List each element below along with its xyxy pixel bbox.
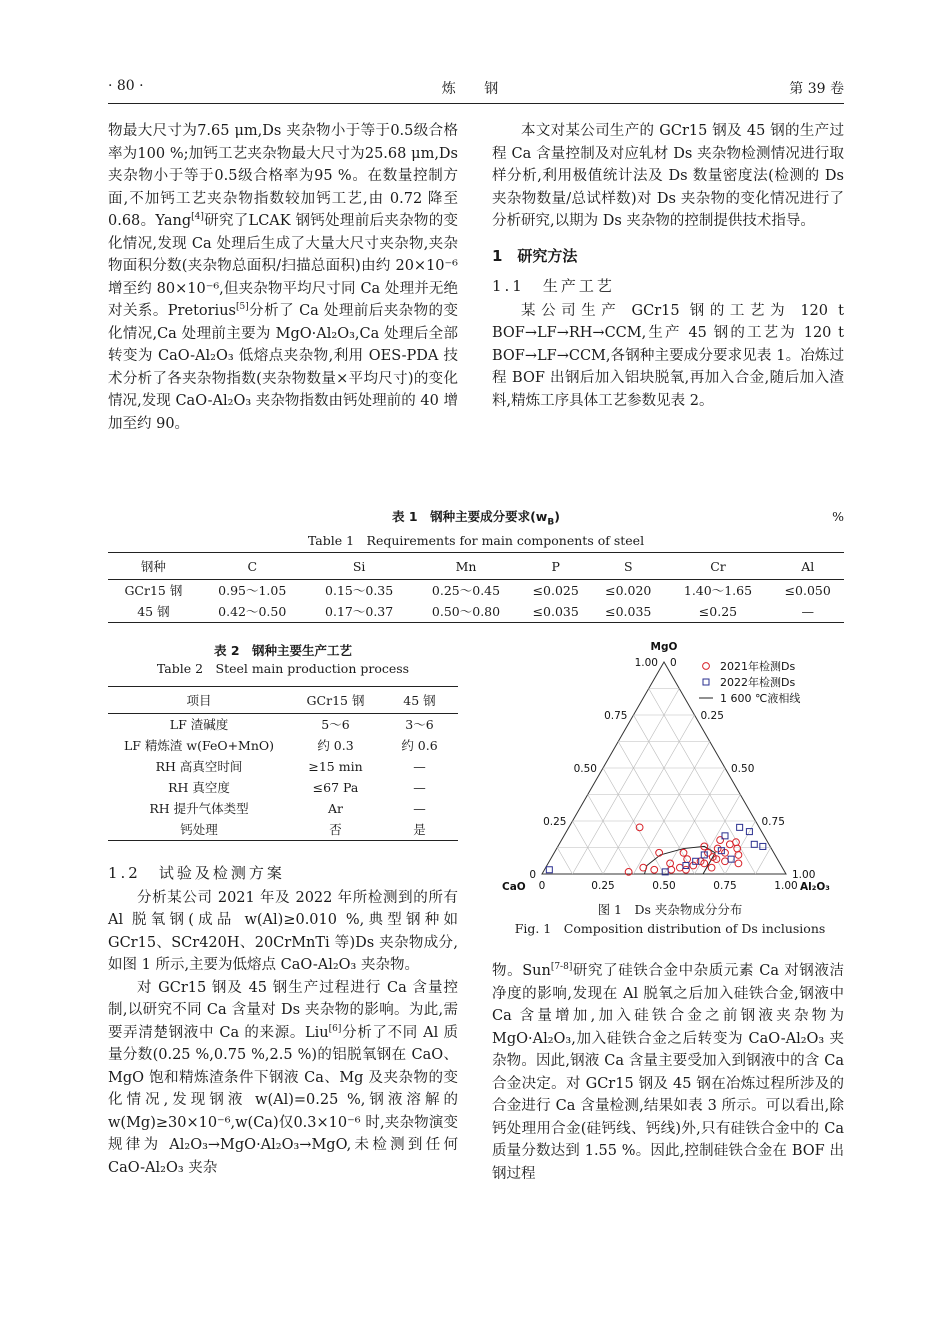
point-2021 [676, 864, 683, 871]
table-row [108, 601, 844, 623]
text-run: ) [554, 509, 560, 524]
point-2021 [722, 849, 729, 856]
tick-label-right: 0 [670, 657, 677, 669]
text-run: 对 GCr15 钢及 45 钢生产过程进行 Ca 含量控制,以研究不同 Ca 含量对 Ds 夹杂物的影响。为此,需要弄清楚钢液中 Ca 的来源。Liu [108, 979, 458, 1041]
table-cell: 0.17～0.37 [306, 601, 413, 623]
tick-label-right: 1.00 [792, 869, 816, 881]
table1 [108, 552, 844, 623]
column-header: P [519, 553, 592, 580]
point-2021 [690, 862, 697, 869]
tick-label-left: 0.50 [573, 763, 597, 775]
column-header: C [199, 553, 306, 580]
tick-label-left: 0 [529, 869, 536, 881]
journal-title: 炼 钢 [441, 81, 511, 97]
table2-caption [108, 642, 458, 678]
table-cell: LF 精炼渣 w(FeO+MnO) [123, 738, 275, 753]
legend-marker-2022 [703, 679, 709, 685]
tick-label-right: 0.75 [761, 816, 785, 828]
left-column-top [108, 120, 458, 435]
paragraph: 分析某公司 2021 年及 2022 年所检测到的所有 Al 脱氧钢(成品 w(Al)≥0.010 %,典型钢种如 GCr15、SCr420H、20CrMnTi 等)Ds 夹杂物成分,如图 1 所示,主要为低熔点 CaO-Al₂O₃ 夹杂物。 [108, 889, 458, 973]
figure1-ternary-chart [490, 636, 850, 900]
citation[interactable]: [6] [328, 1023, 342, 1034]
subsection-heading: 1.2 试验及检测方案 [108, 864, 285, 882]
table-cell: 是 [381, 819, 458, 841]
table-header-row [108, 687, 458, 714]
paragraph: 某公司生产 GCr15 钢的工艺为 120 t BOF→LF→RH→CCM,生产 45 钢的工艺为 120 t BOF→LF→CCM,各钢种主要成分要求见表 1。冶炼过程 BOF 出钢后加入铝块脱氧,再加入合金,随后加入渣料,精炼工序具体工艺参数见表 2。 [492, 302, 844, 409]
citation[interactable]: [4] [191, 212, 204, 223]
table-cell: ≤0.035 [519, 601, 592, 623]
section-heading: 1 研究方法 [492, 246, 578, 265]
table-row [108, 798, 458, 819]
apex-label-mgo: MgO [650, 641, 678, 653]
paragraph [108, 977, 458, 1180]
legend-label: 2021年检测Ds [720, 660, 796, 673]
legend-label: 1 600 ℃液相线 [720, 692, 801, 705]
gridline [588, 795, 634, 875]
table-cell: GCr15 钢 [124, 583, 183, 598]
table-row [108, 714, 458, 736]
legend-label: 2022年检测Ds [720, 676, 796, 689]
gridline [634, 742, 710, 875]
tick-label-right: 0.25 [700, 710, 724, 722]
text-run: 物最大尺寸为7.65 μm,Ds 夹杂物小于等于0.5级合格率为100 %;加钙工艺夹杂物最大尺寸为25.68 μm,Ds 夹杂物小于等于0.5级合格率为95 %。在数量控制方面,不加钙工艺夹杂物指数较加钙工艺,由 0.72 降至 0.68。Yang [108, 123, 458, 229]
table-cell: 0.25～0.45 [431, 583, 501, 598]
table-cell: 0.15～0.35 [325, 583, 394, 598]
tick-label-bottom: 0.75 [713, 880, 737, 892]
paragraph [108, 120, 458, 435]
table-cell: RH 真空度 [168, 780, 230, 795]
point-2021 [708, 864, 715, 871]
figure1-caption [490, 900, 850, 938]
table-cell: ≤0.020 [605, 583, 652, 598]
point-2022 [546, 867, 552, 873]
right-column-bottom [492, 960, 844, 1185]
text-run: 表 1 钢种主要成分要求(w [392, 509, 548, 524]
paragraph [492, 960, 844, 1185]
apex-label-cao: CaO [502, 881, 526, 893]
table-row [108, 756, 458, 777]
table-cell: 45 钢 [108, 601, 199, 623]
legend-marker-2021 [703, 663, 710, 670]
point-2021 [656, 849, 663, 856]
point-2021 [651, 866, 658, 873]
table1-title-en: Table 1 Requirements for main components of steel [307, 532, 645, 548]
table-cell: ≤0.050 [784, 583, 831, 598]
table-cell: ≤0.25 [665, 601, 772, 623]
apex-label-al2o3: Al₂O₃ [800, 881, 830, 893]
text-run: 研究了硅铁合金中杂质元素 Ca 对钢液洁净度的影响,发现在 Al 脱氧之后加入硅铁合金,钢液中 Ca 含量增加,加入硅铁合金之前钢液夹杂物为 MgO·Al₂O₃,加入硅铁合金之后转变为 CaO-Al₂O₃ 夹杂物。因此,钢液 Ca 含量主要受加入到钢液中的含 Ca 合金决定。对 GCr15 钢及 45 钢在冶炼过程所涉及的合金进行 Ca 含量检测,结果如表 3 所示。可以看出,除钙处理用合金(硅钙线、钙线)外,只有硅铁合金中的 Ca 质量分数达到 1.55 %。因此,控制硅铁合金在 BOF 出钢过程 [492, 963, 844, 1182]
citation[interactable]: [7-8] [550, 962, 573, 973]
table-cell: LF 渣碱度 [169, 717, 229, 732]
column-header: S [592, 553, 665, 580]
volume-label: 第 39 卷 [789, 81, 844, 97]
column-header: Si [306, 553, 413, 580]
table-row [108, 580, 844, 602]
left-column-bottom [108, 858, 458, 1179]
data-points [546, 824, 766, 875]
table-cell: 钙处理 [108, 819, 290, 841]
right-column-top [492, 120, 844, 412]
tick-label-right: 0.50 [731, 763, 755, 775]
figure1-caption-en: Fig. 1 Composition distribution of Ds inclusions [514, 921, 826, 936]
text-run: 物。Sun [492, 963, 551, 979]
table-cell: 0.95～1.05 [218, 583, 287, 598]
tick-label-bottom: 0 [538, 880, 546, 892]
point-2021 [714, 845, 721, 852]
text-run: 研究了LCAK 钢钙处理前后夹杂物的变化情况,发现 Ca 处理后生成了大量大尺寸夹杂物,夹杂物面积分数(夹杂物总面积/扫描总面积)由约 20×10⁻⁶ 增至约 80×10⁻⁶,但夹杂物平均尺寸同 Ca 处理并无绝对关系。Pretorius [108, 213, 459, 319]
tick-label-left: 0.25 [543, 816, 567, 828]
table-cell: 约 0.3 [317, 738, 354, 753]
table-cell: 1.40～1.65 [683, 583, 753, 598]
header-rule [108, 103, 844, 104]
column-header: GCr15 钢 [290, 687, 381, 714]
tick-label-left: 0.75 [604, 710, 628, 722]
table2-title-en: Table 2 Steel main production process [156, 661, 410, 676]
point-2022 [760, 843, 766, 849]
table-cell: 0.42～0.50 [199, 601, 306, 623]
column-header: Al [771, 553, 844, 580]
table-cell: 否 [290, 819, 381, 841]
column-header: 钢种 [108, 553, 199, 580]
table-cell: ≤67 Pa [312, 780, 359, 795]
table-row [108, 735, 458, 756]
point-2021 [668, 866, 675, 873]
chart-legend [699, 659, 800, 705]
point-2022 [751, 841, 757, 847]
point-2021 [735, 860, 742, 867]
column-header: 项目 [108, 687, 290, 714]
gridline [557, 848, 572, 875]
page-number: · 80 · [108, 78, 144, 94]
tick-label-bottom: 0.50 [652, 880, 676, 892]
table-cell: — [771, 601, 844, 623]
table-cell: 约 0.6 [401, 738, 438, 753]
subsection-heading: 1.1 生产工艺 [492, 277, 615, 295]
table-cell: Ar [327, 801, 343, 816]
table2-title-zh: 表 2 钢种主要生产工艺 [213, 643, 353, 658]
table-cell: 3～6 [405, 717, 434, 732]
citation[interactable]: [5] [235, 302, 249, 313]
table-cell: RH 提升气体类型 [149, 801, 249, 816]
point-2021 [722, 858, 729, 865]
subscript: B [547, 517, 555, 528]
figure1-caption-zh: 图 1 Ds 夹杂物成分分布 [597, 902, 743, 917]
table-row [108, 777, 458, 798]
table-cell: ≤0.035 [592, 601, 665, 623]
table-row [108, 819, 458, 841]
point-2022 [737, 824, 743, 830]
table-cell: ≥15 min [308, 759, 363, 774]
table-cell: — [413, 801, 426, 816]
gridline [756, 848, 771, 875]
table-cell: RH 高真空时间 [155, 759, 243, 774]
column-header: Mn [413, 553, 520, 580]
table1-caption [108, 508, 844, 550]
page-header [108, 78, 844, 100]
paragraph: 本文对某公司生产的 GCr15 钢及 45 钢的生产过程 Ca 含量控制及对应轧材 Ds 夹杂物检测情况进行取样分析,利用极值统计法及 Ds 数量密度法(检测的 Ds 夹杂物数量/总试样数)对 Ds 夹杂物的变化情况进行了分析研究,以期为 Ds 夹杂物的控制提供技术指导。 [492, 123, 844, 229]
table-header-row [108, 553, 844, 580]
table-cell: 0.50～0.80 [413, 601, 520, 623]
table1-unit: % [832, 509, 844, 524]
tick-label-bottom: 0.25 [591, 880, 615, 892]
point-2021 [640, 864, 647, 871]
table-cell: 5～6 [321, 717, 350, 732]
column-header: Cr [665, 553, 772, 580]
column-header: 45 钢 [381, 687, 458, 714]
table-cell: ≤0.025 [532, 583, 579, 598]
tick-label-bottom: 1.00 [774, 880, 798, 892]
table1-title-zh [108, 508, 844, 532]
text-run: 分析了 Ca 处理前后夹杂物的变化情况,Ca 处理前主要为 MgO·Al₂O₃,Ca 处理后全部转变为 CaO-Al₂O₃ 低熔点夹杂物,利用 OES-PDA 技术分析了各夹杂物指数(夹杂物数量×平均尺寸)的变化情况,发现 CaO-Al₂O₃ 夹杂物指数由钙处理前的 40 增加至约 90。 [108, 303, 458, 432]
table2 [108, 686, 458, 841]
text-run: 分析了不同 Al 质量分数(0.25 %,0.75 %,2.5 %)的铝脱氧钢在 CaO、MgO 饱和精炼渣条件下钢液 Ca、Mg 及夹杂物的变化情况,发现钢液 w(Al)=0.25 %,钢液溶解的 w(Mg)≥30×10⁻⁶,w(Ca)仅0.3×10⁻⁶ 时,夹杂物演变规律为 Al₂O₃→MgO·Al₂O₃→MgO,未检测到任何 CaO-Al₂O₃ 夹杂 [108, 1024, 459, 1176]
table-cell: — [413, 759, 426, 774]
table-cell: — [413, 780, 426, 795]
tick-label-left: 1.00 [634, 657, 658, 669]
